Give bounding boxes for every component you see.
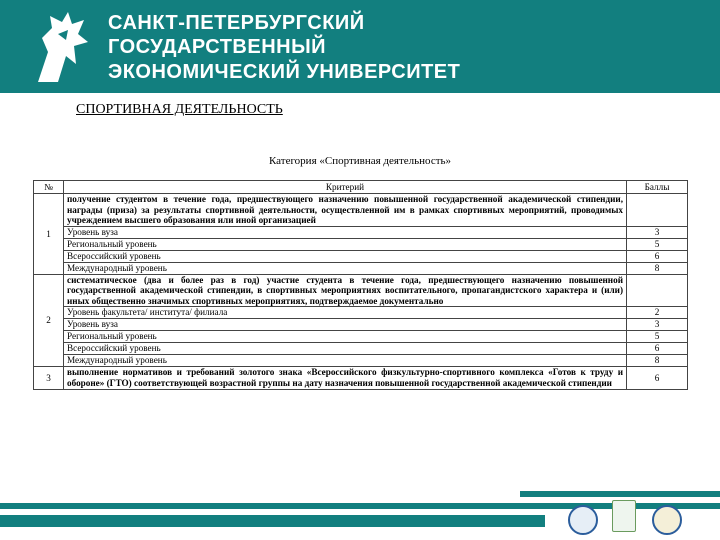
footer-band-top [520, 491, 720, 497]
table-row [34, 307, 688, 319]
points-value: 5 [627, 238, 688, 250]
column-header-number: № [34, 181, 64, 194]
table-row [34, 367, 688, 389]
level-label: Региональный уровень [64, 238, 627, 250]
level-label: Региональный уровень [64, 331, 627, 343]
level-label: Международный уровень [64, 262, 627, 274]
table-header-row [34, 181, 688, 194]
column-header-criterion: Критерий [64, 181, 627, 194]
level-label: Уровень вуза [64, 319, 627, 331]
criterion-description: систематическое (два и более раз в год) участие студента в течение года, предшествующего назначению повышенной государственной академической стипендии, в спортивных мероприятиях воспитательного, пропагандистского характера и (или) иных общественно значимых спортивных мероприятиях, подтверждаемое документально [64, 274, 627, 307]
table-row [34, 226, 688, 238]
row-number: 1 [34, 194, 64, 275]
points-value: 8 [627, 262, 688, 274]
points-cell-empty [627, 194, 688, 227]
table-row [34, 194, 688, 227]
section-title: СПОРТИВНАЯ ДЕЯТЕЛЬНОСТЬ [76, 102, 283, 117]
points-value: 8 [627, 355, 688, 367]
points-value: 5 [627, 331, 688, 343]
row-number: 3 [34, 367, 64, 389]
table-row [34, 343, 688, 355]
points-value: 2 [627, 307, 688, 319]
criteria-table [33, 180, 688, 390]
griffin-logo-icon [28, 8, 94, 86]
university-name-line-1: САНКТ-ПЕТЕРБУРГСКИЙ [108, 12, 365, 34]
table-row [34, 262, 688, 274]
footer-band-bottom [0, 515, 545, 527]
level-label: Международный уровень [64, 355, 627, 367]
document-caption: Категория «Спортивная деятельность» [268, 155, 452, 167]
monument-emblem-icon [612, 500, 636, 532]
points-cell-empty [627, 274, 688, 307]
points-value: 6 [627, 250, 688, 262]
table-row [34, 274, 688, 307]
table-row [34, 331, 688, 343]
level-label: Всероссийский уровень [64, 250, 627, 262]
level-label: Уровень вуза [64, 226, 627, 238]
round-emblem-icon [652, 505, 682, 535]
level-label: Всероссийский уровень [64, 343, 627, 355]
points-value: 3 [627, 226, 688, 238]
criterion-description: выполнение нормативов и требований золотого знака «Всероссийского физкультурно-спортивного комплекса «Готов к труду и обороне» (ГТО) соответствующей возрастной группы на дату назначения повышенной государственной академической стипендии [64, 367, 627, 389]
level-label: Уровень факультета/ института/ филиала [64, 307, 627, 319]
university-name-line-3: ЭКОНОМИЧЕСКИЙ УНИВЕРСИТЕТ [108, 61, 461, 83]
points-value: 6 [627, 343, 688, 355]
university-name-line-2: ГОСУДАРСТВЕННЫЙ [108, 36, 327, 58]
table-row [34, 250, 688, 262]
globe-emblem-icon [568, 505, 598, 535]
criterion-description: получение студентом в течение года, предшествующего назначению повышенной государственной академической стипендии, награды (приза) за результаты спортивной деятельности, осуществленной им в рамках спортивных мероприятий, проводимых учреждением высшего образования или иной организацией [64, 194, 627, 227]
header-banner [0, 0, 720, 93]
table-row [34, 238, 688, 250]
points-value: 3 [627, 319, 688, 331]
table-row [34, 355, 688, 367]
table-row [34, 319, 688, 331]
row-number: 2 [34, 274, 64, 367]
points-value: 6 [627, 367, 688, 389]
column-header-points: Баллы [627, 181, 688, 194]
